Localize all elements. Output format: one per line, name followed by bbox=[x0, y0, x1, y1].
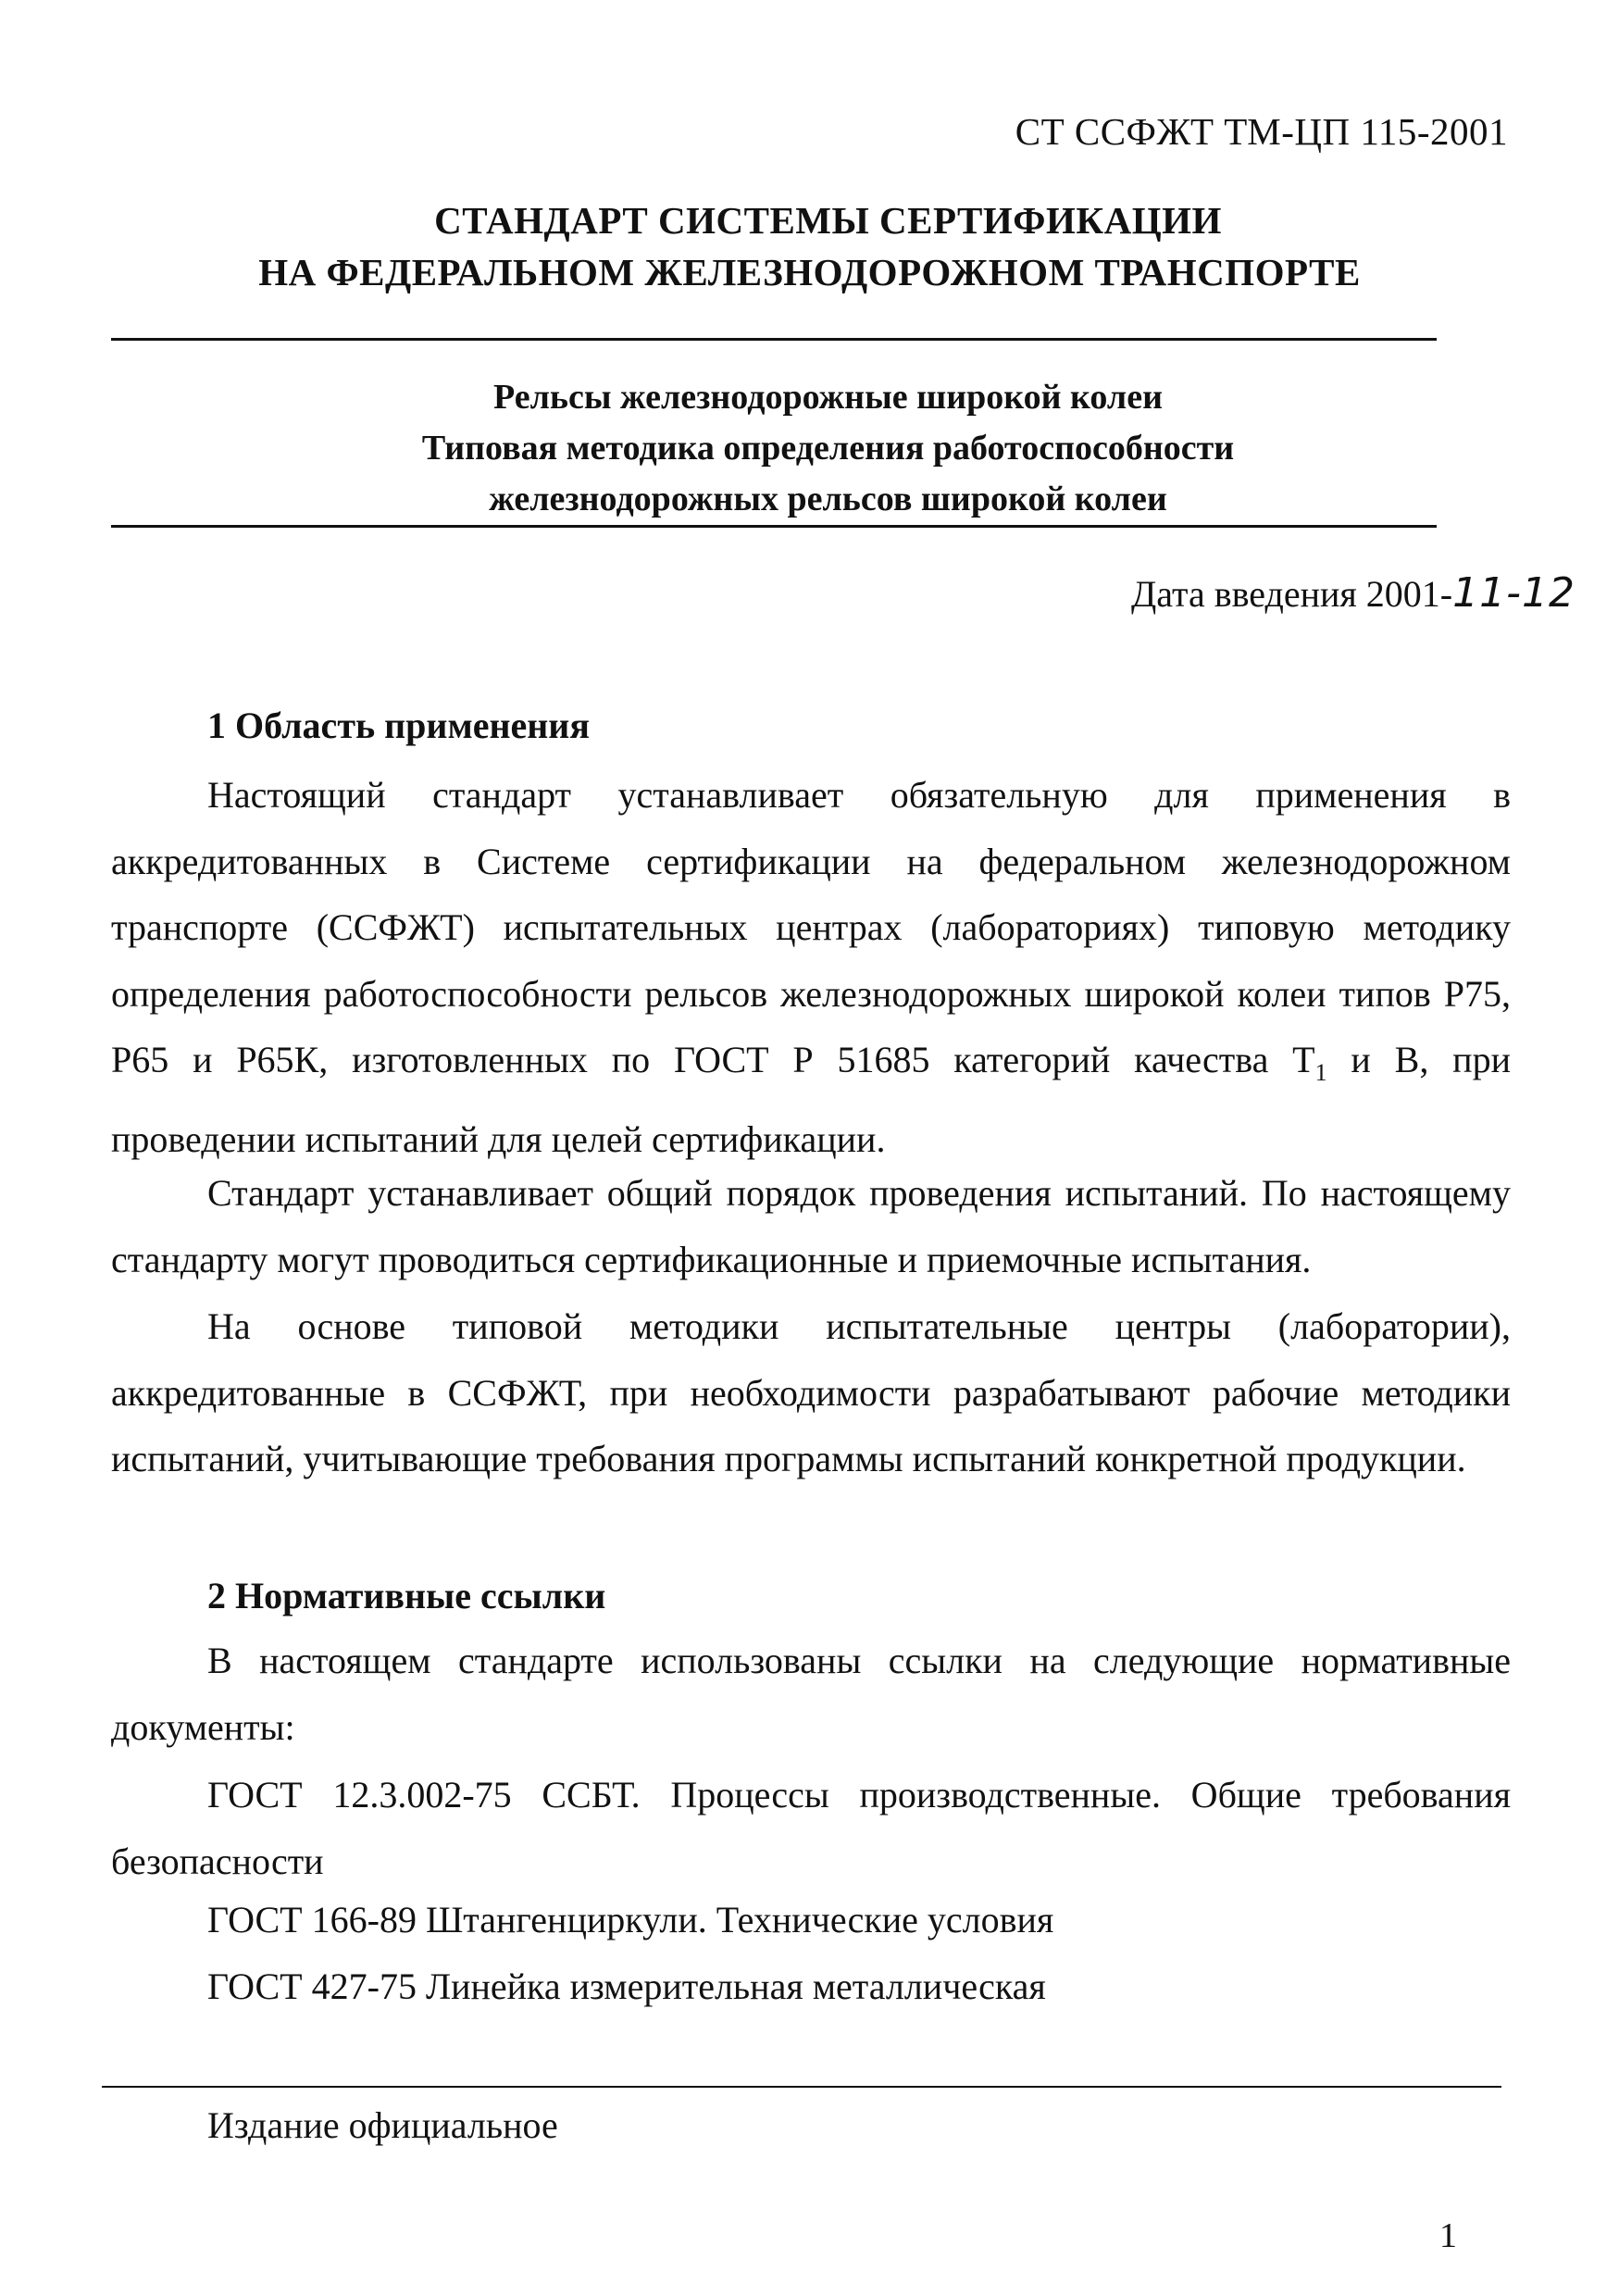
standard-title-line-2: НА ФЕДЕРАЛЬНОМ ЖЕЛЕЗНОДОРОЖНОМ ТРАНСПОРТЕ bbox=[258, 251, 1361, 293]
introduction-date-label: Дата введения 2001- bbox=[1131, 573, 1453, 615]
subject-line-1: Рельсы железнодорожные широкой колеи bbox=[493, 378, 1163, 417]
standard-title-line-1: СТАНДАРТ СИСТЕМЫ СЕРТИФИКАЦИИ bbox=[434, 199, 1222, 242]
document-subject bbox=[0, 372, 1619, 525]
reference-item: ГОСТ 427-75 Линейка измерительная металлическая bbox=[207, 1965, 1046, 2007]
scope-paragraph-2: Стандарт устанавливает общий порядок проведения испытаний. По настоящему стандарту могут проводиться сертификационные и приемочные испытания. bbox=[111, 1172, 1511, 1280]
document-code: СТ ССФЖТ ТМ-ЦП 115-2001 bbox=[1015, 110, 1508, 153]
quality-category-subscript: 1 bbox=[1314, 1059, 1327, 1086]
scope-paragraph-1-text: Настоящий стандарт устанавливает обязательную для применения в аккредитованных в Системе сертификации на федеральном железнодорожном транспорте (ССФЖТ) испытательных центрах (лабораториях) типовую методику определения работоспособности рельсов железнодорожных широкой колеи типов Р75, Р65 и Р65К, изготовленных по ГОСТ Р 51685 категорий качества Т bbox=[111, 774, 1511, 1080]
subject-divider bbox=[111, 525, 1437, 528]
subject-line-2: Типовая методика определения работоспособности bbox=[421, 429, 1235, 468]
standard-title bbox=[0, 194, 1619, 298]
section-heading-references: 2 Нормативные ссылки bbox=[207, 1575, 606, 1616]
title-divider bbox=[111, 338, 1437, 341]
footer-divider bbox=[102, 2086, 1501, 2088]
subject-line-3: железнодорожных рельсов широкой колеи bbox=[489, 480, 1167, 518]
scope-paragraph-1-tail: и В, при проведении испытаний для целей сертификации. bbox=[111, 1039, 1511, 1160]
page-number: 1 bbox=[1439, 2216, 1457, 2255]
handwritten-date: 11-12 bbox=[1452, 569, 1575, 617]
scope-paragraph-1 bbox=[111, 762, 1511, 1172]
edition-note: Издание официальное bbox=[207, 2104, 558, 2146]
section-heading-scope: 1 Область применения bbox=[207, 705, 590, 746]
references-intro: В настоящем стандарте использованы ссылки на следующие нормативные документы: bbox=[111, 1640, 1511, 1748]
reference-item: ГОСТ 12.3.002-75 ССБТ. Процессы производственные. Общие требования безопасности bbox=[111, 1774, 1511, 1882]
introduction-date bbox=[1131, 569, 1575, 617]
scope-paragraph-3: На основе типовой методики испытательные центры (лаборатории), аккредитованные в ССФЖТ, при необходимости разрабатывают рабочие методики испытаний, учитывающие требования программы испытаний конкретной продукции. bbox=[111, 1305, 1511, 1479]
reference-item: ГОСТ 166-89 Штангенциркули. Технические условия bbox=[207, 1899, 1054, 1940]
